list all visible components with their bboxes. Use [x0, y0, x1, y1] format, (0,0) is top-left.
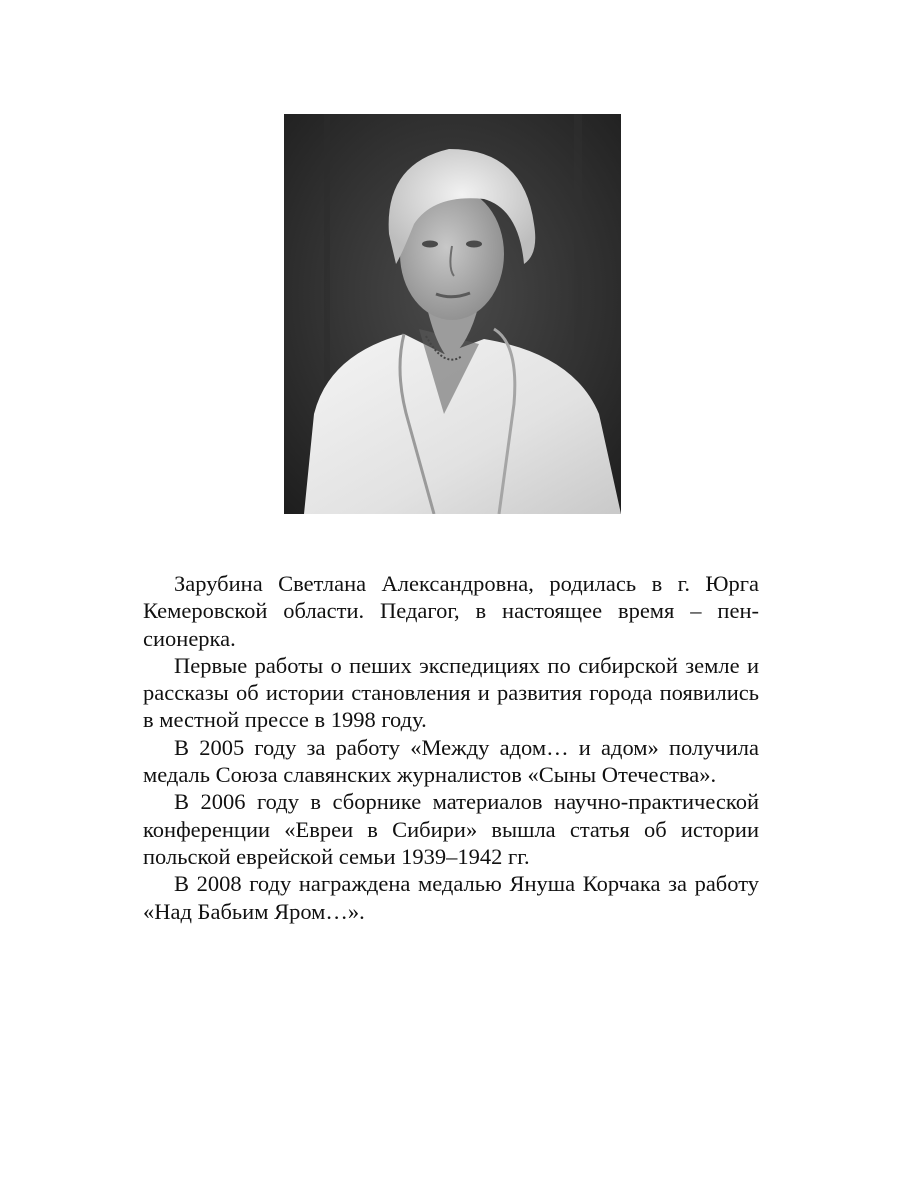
author-portrait	[284, 114, 621, 514]
bio-paragraph: Зарубина Светлана Александровна, родилась в г. Юрга Кемеровской области. Педагог, в настоящее время – пенсионерка.	[143, 571, 759, 651]
bio-paragraph: Первые работы о пеших экспедициях по сибирской земле и рассказы об истории становления и развития города появились в местной прессе в 1998 году.	[143, 652, 759, 733]
bio-paragraph: В 2005 году за работу «Между адом… и адом» получила медаль Союза славянских журналистов «Сыны Отечества».	[143, 734, 759, 788]
bio-paragraph: В 2006 году в сборнике материалов научно-практической конференции «Евреи в Сибири» вышла статья об истории польской еврейской семьи 1939–1942 гг.	[143, 789, 759, 869]
biography-text	[143, 570, 759, 925]
bio-paragraph: В 2008 году награждена медалью Януша Корчака за работу «Над Бабьим Яром…».	[143, 871, 759, 924]
